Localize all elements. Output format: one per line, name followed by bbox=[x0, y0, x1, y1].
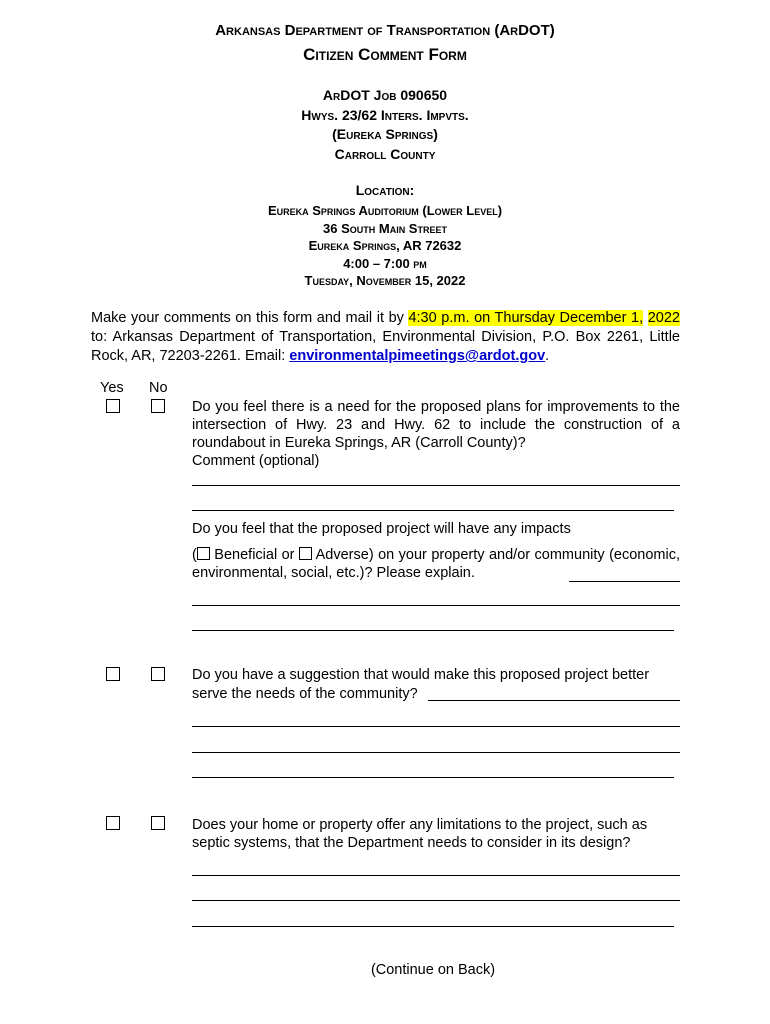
question-4-line1: Does your home or property offer any limitations to the project, such as bbox=[192, 817, 648, 833]
job-info bbox=[0, 86, 770, 164]
q1-no-checkbox[interactable] bbox=[151, 399, 165, 413]
q4-answer-line[interactable] bbox=[192, 926, 674, 927]
location-venue: Eureka Springs Auditorium (Lower Level) bbox=[267, 203, 503, 218]
q1-answer-line[interactable] bbox=[192, 485, 680, 486]
job-number: ArDOT Job 090650 bbox=[322, 87, 448, 103]
job-city: (Eureka Springs) bbox=[332, 126, 438, 142]
meeting-time: 4:00 – 7:00 pm bbox=[343, 255, 427, 271]
location-label: Location: bbox=[355, 182, 415, 198]
yes-column-label: Yes bbox=[100, 380, 124, 396]
mailing-address: to: Arkansas Department of Transportation, Environmental Division, P.O. Box 2261, Little Rock, AR, 72203-2261. Email: bbox=[91, 329, 680, 364]
adverse-label: Adverse) on your property and/or community (economic, environmental, social, etc.)? Please explain. bbox=[192, 547, 680, 581]
instructions-text: Make your comments on this form and mail it by bbox=[91, 310, 409, 326]
q4-yes-checkbox[interactable] bbox=[106, 816, 120, 830]
question-2-line1: Do you feel that the proposed project will have any impacts bbox=[192, 521, 571, 537]
paren: ( bbox=[192, 547, 197, 563]
job-county: Carroll County bbox=[334, 145, 436, 162]
form-title: Citizen Comment Form bbox=[303, 45, 467, 64]
location-info bbox=[0, 202, 770, 290]
q1-comment-label: Comment (optional) bbox=[192, 453, 320, 469]
q3-no-checkbox[interactable] bbox=[151, 667, 165, 681]
question-2-body bbox=[192, 546, 680, 582]
continue-on-back: (Continue on Back) bbox=[370, 962, 496, 978]
question-3-line1: Do you have a suggestion that would make this proposed project better bbox=[192, 667, 650, 683]
q4-no-checkbox[interactable] bbox=[151, 816, 165, 830]
q1-answer-line[interactable] bbox=[192, 510, 674, 511]
meeting-date: Tuesday, November 15, 2022 bbox=[304, 273, 466, 288]
email-link[interactable]: environmentalpimeetings@ardot.gov bbox=[289, 348, 546, 364]
q4-answer-line[interactable] bbox=[192, 900, 680, 901]
deadline-highlight: 4:30 p.m. on Thursday December 1, bbox=[408, 310, 644, 326]
q3-yes-checkbox[interactable] bbox=[106, 667, 120, 681]
agency-title: Arkansas Department of Transportation (ArDOT) bbox=[215, 22, 555, 39]
location-street: 36 South Main Street bbox=[323, 220, 447, 236]
question-3-line2: serve the needs of the community? bbox=[192, 686, 418, 702]
mailing-instructions bbox=[91, 309, 680, 366]
job-description: Hwys. 23/62 Inters. Impvts. bbox=[301, 106, 469, 123]
question-1-text: Do you feel there is a need for the proposed plans for improvements to the intersection of Hwy. 23 and Hwy. 62 to include the construction of a roundabout in Eureka Springs, AR (Carroll County)? bbox=[192, 399, 680, 451]
period: . bbox=[545, 348, 550, 364]
q2-answer-line[interactable] bbox=[569, 581, 680, 582]
adverse-checkbox[interactable] bbox=[299, 547, 312, 560]
q2-answer-line[interactable] bbox=[192, 630, 674, 631]
deadline-year-highlight: 2022 bbox=[647, 310, 680, 326]
q1-yes-checkbox[interactable] bbox=[106, 399, 120, 413]
q3-answer-line[interactable] bbox=[192, 777, 674, 778]
q3-answer-line[interactable] bbox=[428, 700, 680, 701]
q2-answer-line[interactable] bbox=[192, 605, 680, 606]
q3-answer-line[interactable] bbox=[192, 752, 680, 753]
beneficial-checkbox[interactable] bbox=[197, 547, 210, 560]
no-column-label: No bbox=[149, 380, 168, 396]
q3-answer-line[interactable] bbox=[192, 726, 680, 727]
beneficial-label: Beneficial or bbox=[214, 547, 295, 563]
q4-answer-line[interactable] bbox=[192, 875, 680, 876]
question-4-line2: septic systems, that the Department needs to consider in its design? bbox=[192, 835, 631, 851]
location-city-state: Eureka Springs, AR 72632 bbox=[308, 238, 462, 253]
question-1 bbox=[192, 398, 680, 452]
